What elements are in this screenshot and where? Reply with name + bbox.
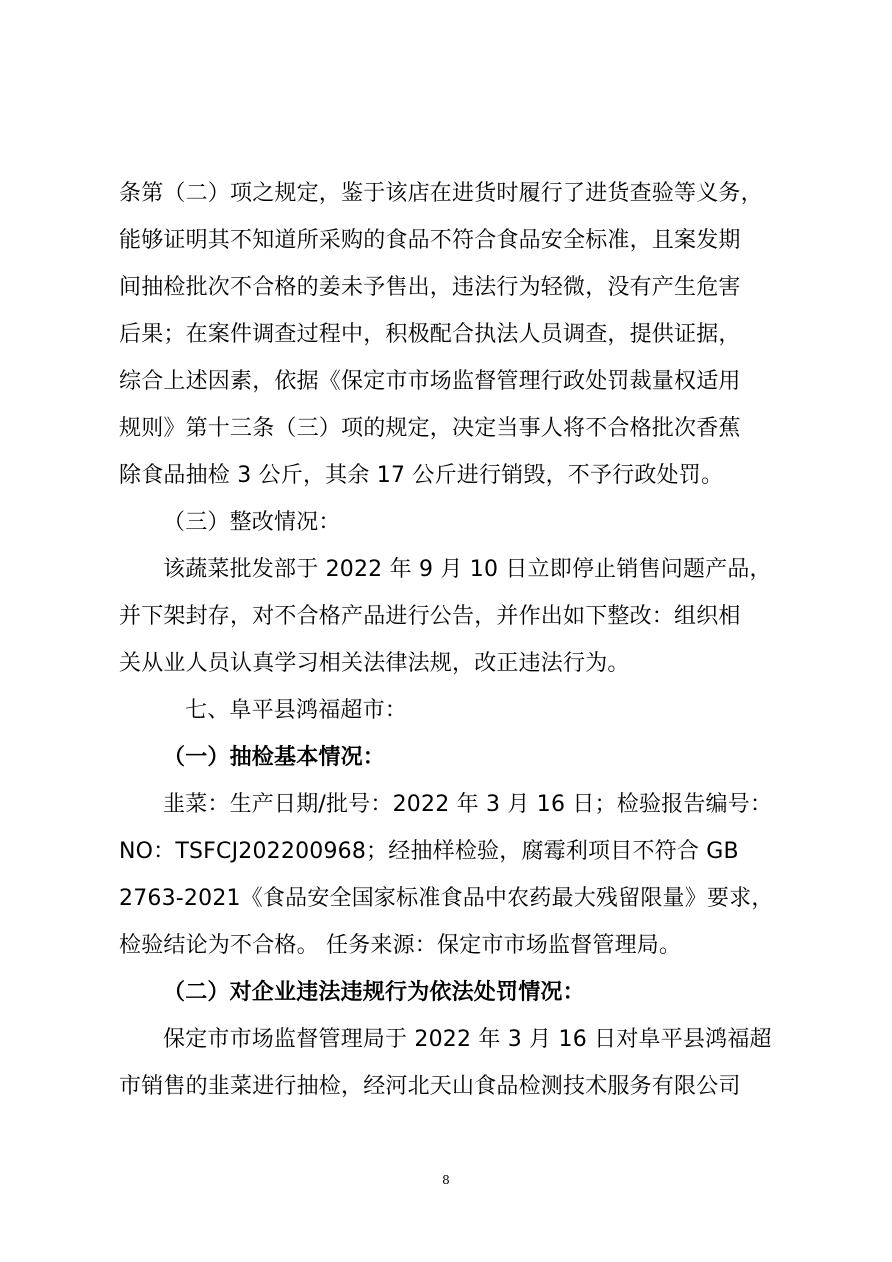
body-text-line: 关从业人员认真学习相关法律法规，改正违法行为。 (119, 651, 630, 676)
body-text-line: 条第（二）项之规定，鉴于该店在进货时履行了进货查验等义务， (119, 181, 763, 206)
body-text-line: 能够证明其不知道所采购的食品不符合食品安全标准，且案发期 (119, 228, 741, 253)
subsection-heading: （一）抽检基本情况： (163, 745, 386, 770)
body-text-line: NO：TSFCJ202200968；经抽样检验，腐霉利项目不符合 GB (119, 839, 739, 864)
body-text-line: 并下架封存，对不合格产品进行公告，并作出如下整改：组织相 (119, 604, 741, 629)
section-heading: （三）整改情况： (163, 510, 341, 535)
body-text-line: 综合上述因素，依据《保定市市场监督管理行政处罚裁量权适用 (119, 369, 741, 394)
body-text-line: 规则》第十三条（三）项的规定，决定当事人将不合格批次香蕉 (119, 416, 741, 441)
body-text-line: 除食品抽检 3 公斤，其余 17 公斤进行销毁，不予行政处罚。 (119, 463, 724, 488)
body-text-line: 2763-2021《食品安全国家标准食品中农药最大残留限量》要求， (119, 886, 774, 911)
body-text-line: 检验结论为不合格。 任务来源：保定市市场监督管理局。 (119, 933, 682, 958)
body-text-line: 后果；在案件调查过程中，积极配合执法人员调查，提供证据， (119, 322, 741, 347)
body-text-line: 保定市市场监督管理局于 2022 年 3 月 16 日对阜平县鸿福超 (163, 1027, 772, 1052)
section-heading: 七、阜平县鸿福超市： (185, 698, 408, 723)
body-text-line: 韭菜：生产日期/批号：2022 年 3 月 16 日；检验报告编号： (163, 792, 773, 817)
body-text-line: 市销售的韭菜进行抽检，经河北天山食品检测技术服务有限公司 (119, 1074, 741, 1099)
subsection-heading: （二）对企业违法违规行为依法处罚情况： (163, 980, 585, 1005)
body-text-line: 该蔬菜批发部于 2022 年 9 月 10 日立即停止销售问题产品， (163, 557, 772, 582)
page-number: 8 (442, 1173, 450, 1187)
body-text-line: 间抽检批次不合格的姜未予售出，违法行为轻微，没有产生危害 (119, 275, 741, 300)
